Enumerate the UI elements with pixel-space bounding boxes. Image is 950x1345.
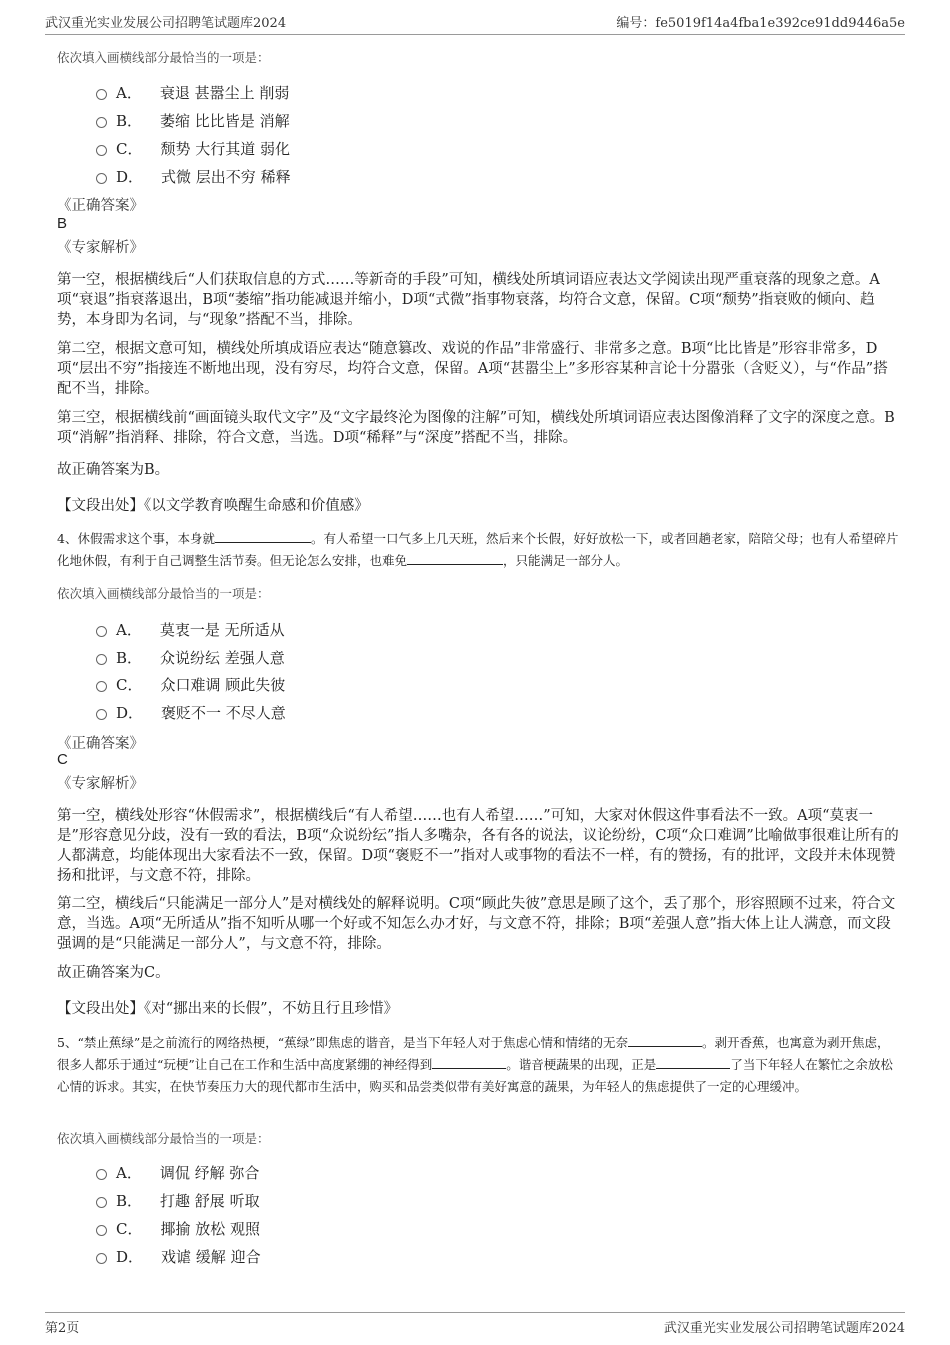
- q3-answer: B: [57, 215, 68, 232]
- q3-answer-label: 《正确答案》: [57, 198, 144, 214]
- q3-option-a[interactable]: A． 衰退 甚嚣尘上 削弱: [96, 81, 289, 103]
- radio-icon[interactable]: [96, 117, 107, 128]
- page-header: [45, 8, 905, 35]
- radio-icon[interactable]: [96, 681, 107, 692]
- q4-option-a[interactable]: A． 莫衷一是 无所适从: [96, 618, 285, 640]
- header-title: 武汉重光实业发展公司招聘笔试题库2024: [45, 16, 287, 31]
- q4-analysis-p2: 第二空，横线后“只能满足一部分人”是对横线处的解释说明。C项“顾此失彼”意思是顾了这个，丢了那个，形容照顾不过来，符合文意，当选。A项“无所适从”指不知听从哪一个好或不知怎么办才好，与文意不符，排除；B项“差强人意”指大体上让人满意，而文段强调的是“只能满足一部分人”，与文意不符，排除。: [57, 896, 896, 952]
- q4-analysis-label: 《专家解析》: [57, 776, 144, 792]
- q4-analysis-conclusion: 故正确答案为C。: [57, 965, 170, 981]
- radio-icon[interactable]: [96, 709, 107, 720]
- q5-option-b[interactable]: B． 打趣 舒展 听取: [96, 1189, 260, 1211]
- footer-title: 武汉重光实业发展公司招聘笔试题库2024: [663, 1321, 905, 1336]
- q3-option-d[interactable]: D． 式微 层出不穷 稀释: [96, 165, 291, 187]
- radio-icon[interactable]: [96, 626, 107, 637]
- q3-option-b[interactable]: B． 萎缩 比比皆是 消解: [96, 109, 290, 131]
- radio-icon[interactable]: [96, 1253, 107, 1264]
- radio-icon[interactable]: [96, 1197, 107, 1208]
- q4-option-c[interactable]: C． 众口难调 顾此失彼: [96, 673, 285, 695]
- radio-icon[interactable]: [96, 89, 107, 100]
- q4-option-d[interactable]: D． 褒贬不一 不尽人意: [96, 701, 286, 723]
- q4-source: [57, 997, 398, 1018]
- blank-line: [432, 1056, 506, 1069]
- radio-icon[interactable]: [96, 145, 107, 156]
- question-number: 4、: [57, 531, 78, 546]
- q3-analysis-conclusion: 故正确答案为B。: [57, 462, 170, 478]
- q4-answer: C: [57, 751, 68, 768]
- q3-prompt: 依次填入画横线部分最恰当的一项是：: [57, 50, 270, 65]
- q3-analysis-p3: 第三空，根据横线前“画面镜头取代文字”及“文字最终沦为图像的注解”可知，横线处所填词语应表达图像消释了文字的深度之意。B项“消解”指消释、排除，符合文意，当选。D项“稀释”与“深度”搭配不当，排除。: [57, 410, 895, 446]
- q4-answer-label: 《正确答案》: [57, 736, 144, 752]
- q5-option-c[interactable]: C． 揶揄 放松 观照: [96, 1217, 260, 1239]
- source-label: 【文段出处】: [57, 498, 144, 514]
- q3-analysis-p1: 第一空，根据横线后“人们获取信息的方式……等新奇的手段”可知，横线处所填词语应表达文学阅读出现严重衰落的现象之意。A项“衰退”指衰落退出，B项“萎缩”指功能减退并缩小，D项“式微”指事物衰落，均符合文意，保留。C项“颓势”指衰败的倾向、趋势，本身即为名词，与“现象”搭配不当，排除。: [57, 272, 880, 328]
- q4-analysis-p1: 第一空，横线处形容“休假需求”，根据横线后“有人希望……也有人希望……”可知，大家对休假这件事看法不一致。A项“莫衷一是”形容意见分歧，没有一致的看法，B项“众说纷纭”指人多嘴杂，各有各的说法，议论纷纷，C项“众口难调”比喻做事很难让所有的人都满意，均能体现出大家看法不一致，保留。D项“褒贬不一”指对人或事物的看法不一样，有的赞扬，有的批评，文段并未体现赞扬和批评，与文意不符，排除。: [57, 808, 899, 884]
- blank-line: [628, 1034, 702, 1047]
- document-id: 编号：fe5019f14a4fba1e392ce91dd9446a5e: [616, 16, 905, 31]
- page-footer: [45, 1312, 905, 1339]
- q5-prompt: 依次填入画横线部分最恰当的一项是：: [57, 1131, 270, 1146]
- q3-option-c[interactable]: C． 颓势 大行其道 弱化: [96, 137, 290, 159]
- blank-line: [215, 530, 311, 543]
- source-title: 《对“挪出来的长假”，不妨且行且珍惜》: [144, 1001, 399, 1017]
- q3-source: [57, 494, 369, 515]
- radio-icon[interactable]: [96, 654, 107, 665]
- radio-icon[interactable]: [96, 1169, 107, 1180]
- radio-icon[interactable]: [96, 173, 107, 184]
- q3-analysis-p2: 第二空，根据文意可知，横线处所填成语应表达“随意篡改、戏说的作品”非常盛行、非常多之意。B项“比比皆是”形容非常多，D项“层出不穷”指接连不断地出现，没有穷尽，均符合文意，保留。A项“甚嚣尘上”多形容某种言论十分嚣张（含贬义），与“作品”搭配不当，排除。: [57, 341, 888, 397]
- q5-option-a[interactable]: A． 调侃 纾解 弥合: [96, 1161, 259, 1183]
- q5-option-d[interactable]: D． 戏谑 缓解 迎合: [96, 1245, 261, 1267]
- q4-text: 4、休假需求这个事，本身就 。有人希望一口气多上几天班，然后来个长假，好好放松一下，或者回趟老家，陪陪父母；也有人希望碎片化地休假，有利于自己调整生活节奏。但无论怎么安排，也难免 ，只能满足一部分人。: [57, 531, 899, 568]
- blank-line: [656, 1056, 730, 1069]
- blank-line: [407, 552, 503, 565]
- question-number: 5、: [57, 1035, 78, 1050]
- q4-prompt: 依次填入画横线部分最恰当的一项是：: [57, 586, 270, 601]
- source-label: 【文段出处】: [57, 1001, 144, 1017]
- source-title: 《以文学教育唤醒生命感和价值感》: [144, 498, 369, 514]
- radio-icon[interactable]: [96, 1225, 107, 1236]
- q3-analysis-label: 《专家解析》: [57, 240, 144, 256]
- page-number: 第2页: [45, 1321, 80, 1336]
- q4-option-b[interactable]: B． 众说纷纭 差强人意: [96, 646, 285, 668]
- q5-text: 5、“禁止蕉绿”是之前流行的网络热梗，“蕉绿”即焦虑的谐音，是当下年轻人对于焦虑心情和情绪的无奈 。剥开香蕉，也寓意为剥开焦虑，很多人都乐于通过“玩梗”让自己在工作和生活中高度紧绷的神经得到 。谐音梗蔬果的出现，正是 了当下年轻人在繁忙之余放松心情的诉求。其实，在快节奏压力大的现代都市生活中，购买和品尝类似带有美好寓意的蔬果，为年轻人的焦虑提供了一定的心理缓冲。: [57, 1035, 893, 1094]
